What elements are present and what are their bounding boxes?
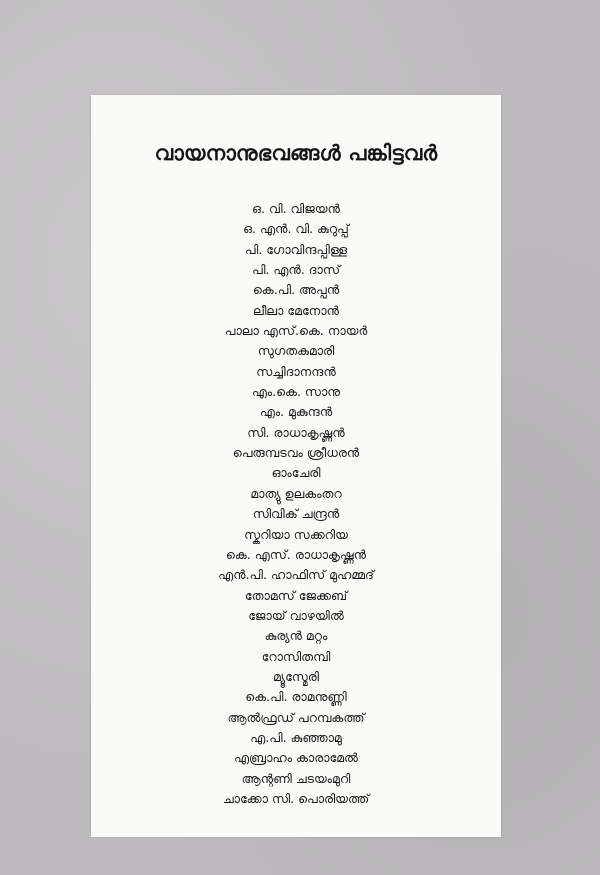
contributor-name: ലീലാ മേനോൻ xyxy=(253,302,339,318)
contributor-name: കുര്യൻ മറ്റം xyxy=(264,628,328,644)
contributor-name: ഓംചേരി xyxy=(271,465,321,481)
contributor-name: പി. എൻ. ദാസ് xyxy=(252,262,340,278)
contributor-name: സ്കറിയാ സക്കറിയ xyxy=(244,526,348,542)
contributors-list xyxy=(91,199,501,809)
contributor-name: ചാക്കോ സി. പൊരിയത്ത് xyxy=(222,790,370,806)
contributor-name: ജോയ് വാഴയിൽ xyxy=(248,607,344,623)
contributor-name: സിവിക് ചന്ദ്രൻ xyxy=(252,506,340,522)
contributor-name: എബ്രാഹം കാരാമേൽ xyxy=(234,750,358,766)
contributor-name: എം.കെ. സാനു xyxy=(251,384,341,400)
contributor-name: കെ.പി. രാമനുണ്ണി xyxy=(245,689,347,705)
contributor-name: പെരുമ്പടവം ശ്രീധരൻ xyxy=(232,445,360,461)
contributor-name: റോസിതമ്പി xyxy=(261,648,331,664)
contributor-name: ആന്റണി ചടയംമുറി xyxy=(241,770,351,786)
contributor-name: സച്ചിദാനന്ദൻ xyxy=(256,363,336,379)
contributor-name: മാത്യു ഉലകംതറ xyxy=(250,485,342,501)
contributor-name: സി. രാധാകൃഷ്ണൻ xyxy=(247,424,345,440)
document-page xyxy=(91,95,501,837)
contributor-name: കെ.പി. അപ്പൻ xyxy=(252,282,340,298)
contributor-name: എ.പി. കുഞ്ഞാമു xyxy=(250,729,342,745)
contributor-name: പാലാ എസ്.കെ. നായർ xyxy=(224,323,368,339)
contributor-name: ഒ. എൻ. വി. കുറുപ്പ് xyxy=(243,221,349,237)
contributor-name: മ്യൂസ്മേരി xyxy=(273,668,319,684)
page-title: വായനാനുഭവങ്ങൾ പങ്കിട്ടവർ xyxy=(154,141,438,165)
contributor-name: ഒ. വി. വിജയൻ xyxy=(252,201,340,216)
contributor-name: പി. ഗോവിന്ദപ്പിള്ള xyxy=(244,241,348,257)
contributor-name: കെ. എസ്. രാധാകൃഷ്ണൻ xyxy=(225,546,367,562)
contributor-name: എം. മുകുന്ദൻ xyxy=(259,404,333,420)
contributor-name: തോമസ് ജേക്കബ് xyxy=(244,587,348,603)
contributor-name: എൻ.പി. ഹാഫിസ് മുഹമ്മദ് xyxy=(218,567,374,583)
contributor-name: ആൽഫ്രഡ് പറമ്പകത്ത് xyxy=(227,709,365,725)
contributor-name: സുഗതകുമാരി xyxy=(257,343,335,359)
